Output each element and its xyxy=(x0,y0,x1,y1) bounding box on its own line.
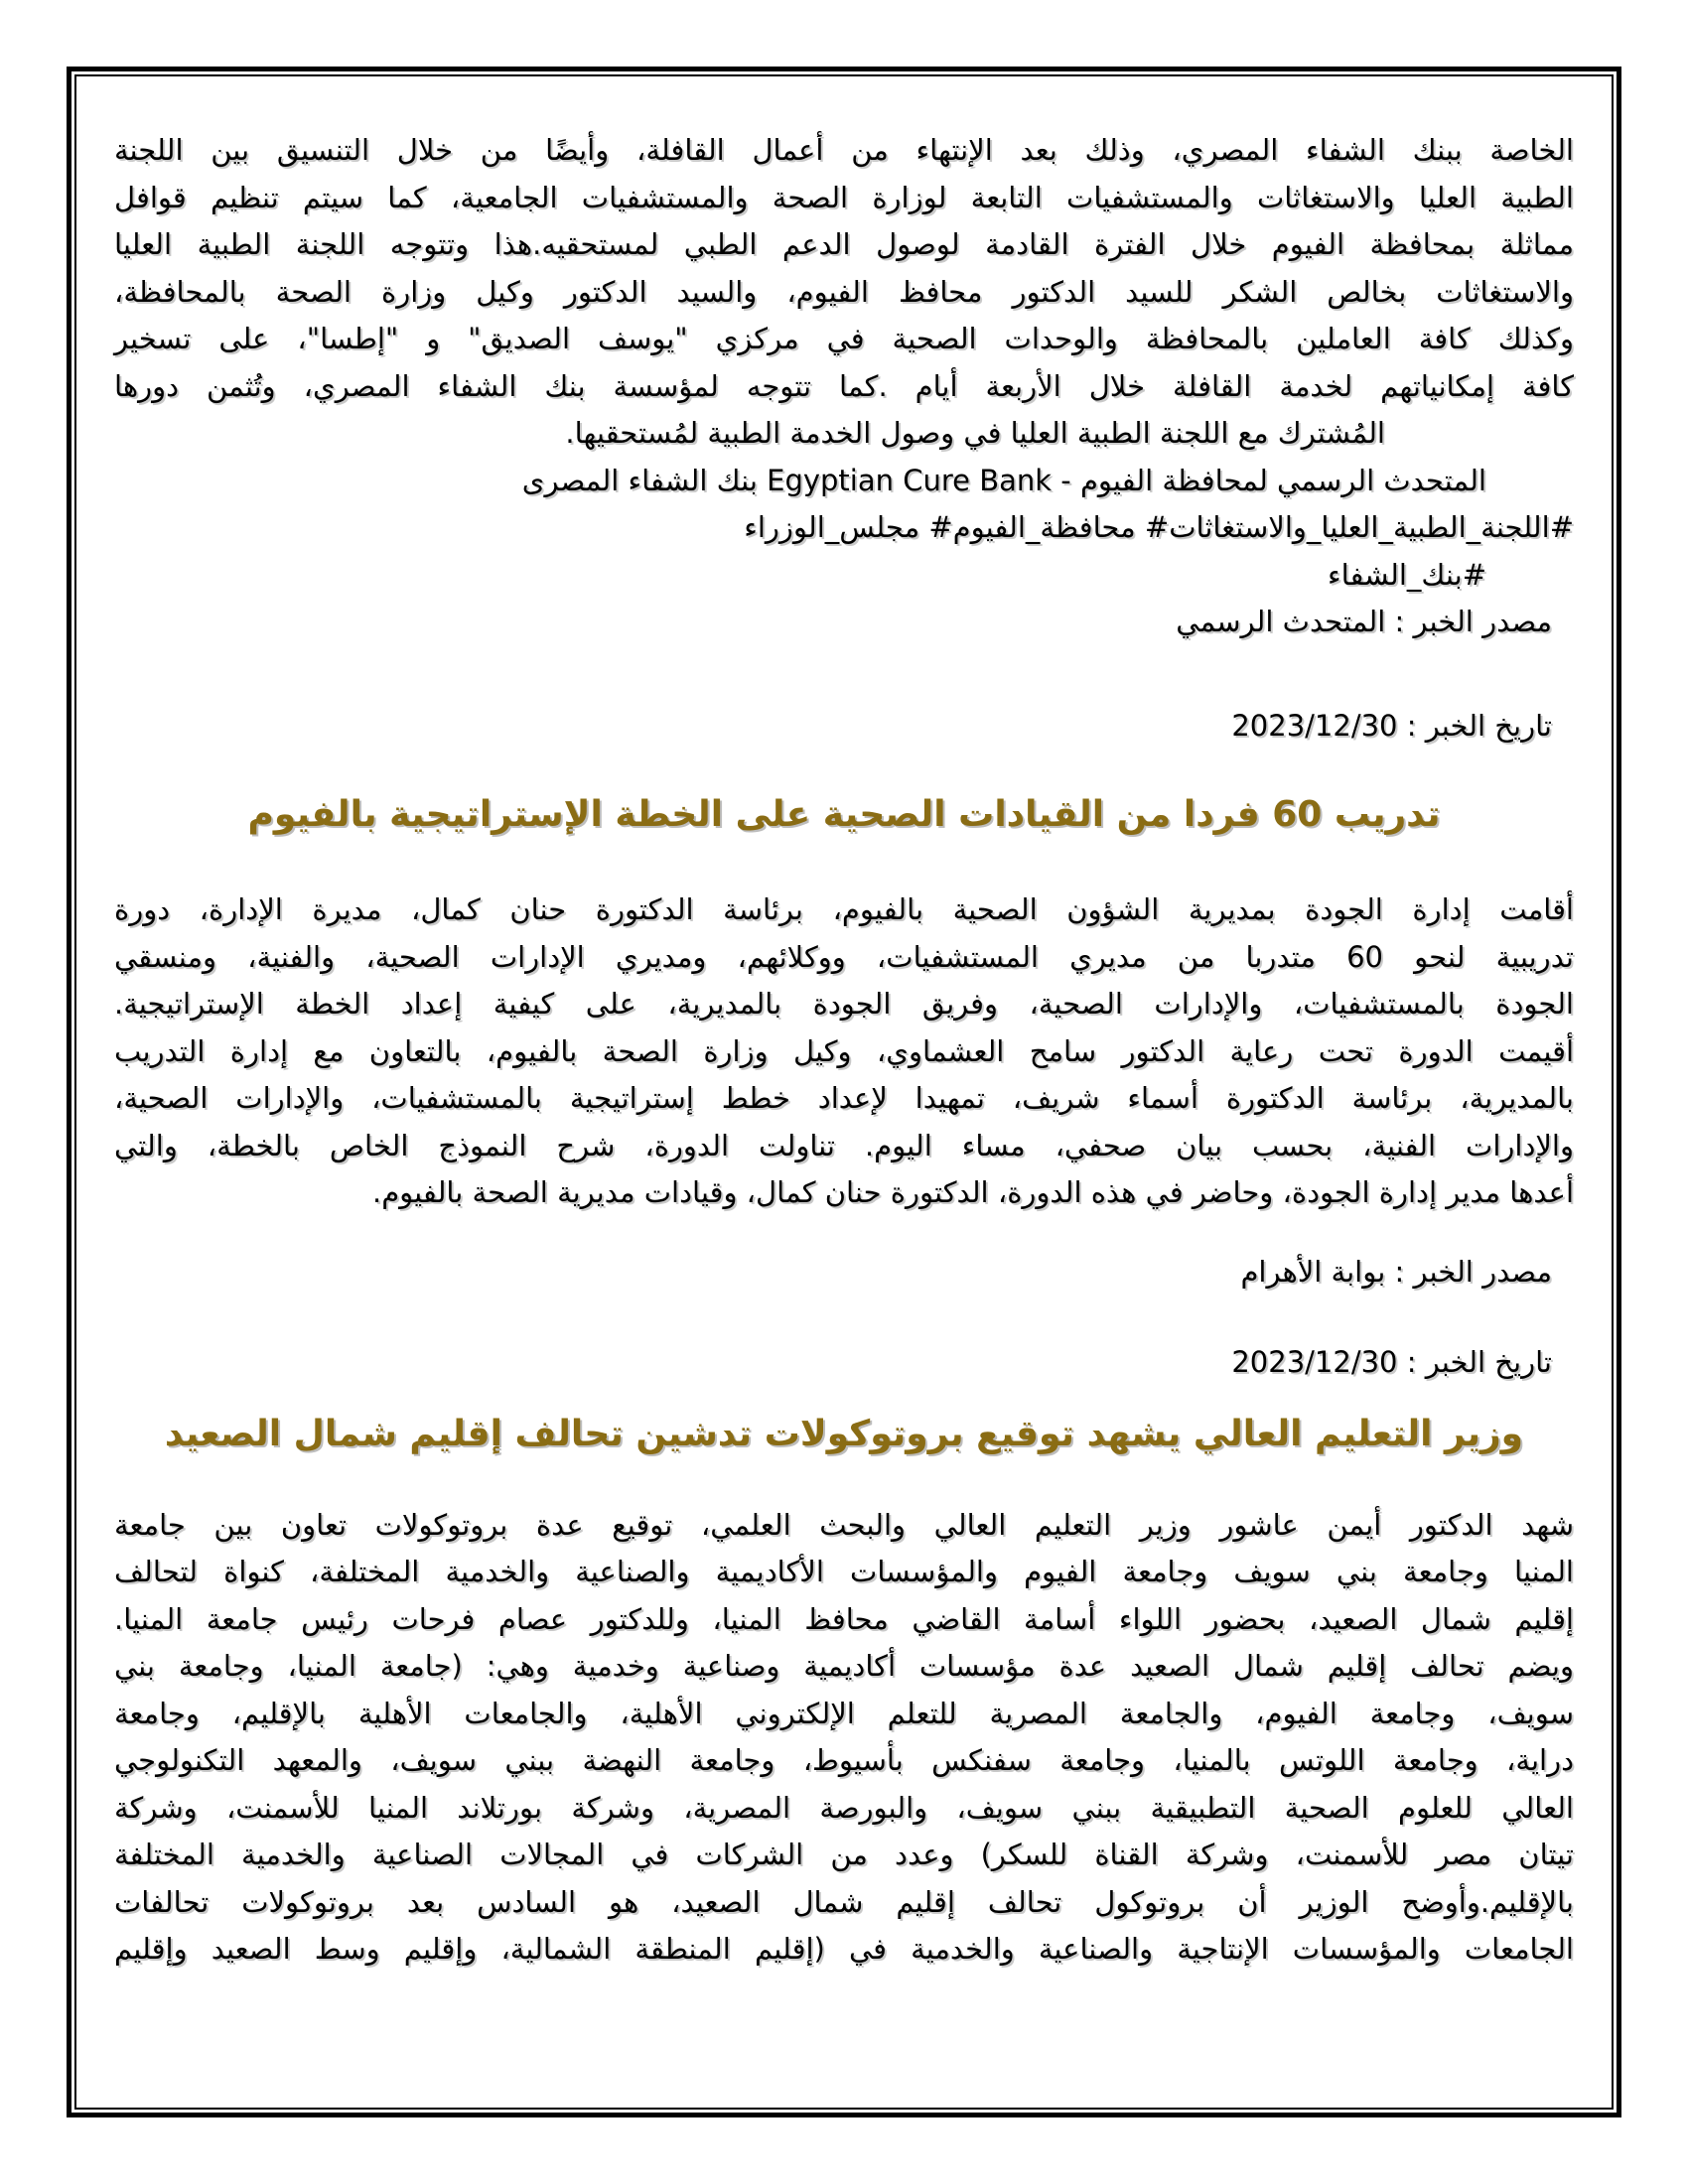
story-1-hashtag-bank: #بنك_الشفاء xyxy=(1328,557,1486,592)
body-line: سويف، وجامعة الفيوم، والجامعة المصرية للتعلم الإلكتروني الأهلية، والجامعات الأهلية بالإقليم، وجامعة xyxy=(114,1696,1574,1730)
body-line: كافة إمكانياتهم لخدمة القافلة خلال الأربعة أيام .كما تتوجه لمؤسسة بنك الشفاء المصري، وتُثمن دورها xyxy=(114,368,1574,403)
body-line: المنيا وجامعة بني سويف وجامعة الفيوم والمؤسسات الأكاديمية والصناعية والخدمية المختلفة، كنواة لتحالف xyxy=(114,1555,1574,1588)
body-line: شهد الدكتور أيمن عاشور وزير التعليم العالي والبحث العلمي، توقيع عدة بروتوكولات تعاون بين جامعة xyxy=(114,1507,1574,1542)
story-1-hashtags: #اللجنة_الطبية_العليا_والاستغاثات# محافظة_الفيوم# مجلس_الوزراء xyxy=(744,510,1574,544)
body-line: أقيمت الدورة تحت رعاية الدكتور سامح العشماوي، وكيل وزارة الصحة بالفيوم، بالتعاون مع إدارة التدريب xyxy=(114,1033,1574,1068)
body-line: أعدها مدير إدارة الجودة، وحاضر في هذه الدورة، الدكتورة حنان كمال، وقيادات مديرية الصحة بالفيوم. xyxy=(372,1175,1574,1209)
body-line: تيتان مصر للأسمنت، وشركة القناة للسكر) وعدد من الشركات في المجالات الصناعية والخدمية المختلفة xyxy=(114,1838,1574,1871)
story-1-source: مصدر الخبر : المتحدث الرسمي xyxy=(1176,605,1552,638)
body-line: بالإقليم.وأوضح الوزير أن بروتوكول تحالف إقليم شمال الصعيد، هو السادس بعد بروتوكولات تحالفات xyxy=(114,1884,1574,1919)
body-line: وكذلك كافة العاملين بالمحافظة والوحدات الصحية في مركزي "يوسف الصديق" و "إطسا"، على تسخير xyxy=(114,322,1574,355)
story-3-headline: وزير التعليم العالي يشهد توقيع بروتوكولات تدشين تحالف إقليم شمال الصعيد xyxy=(164,1413,1524,1454)
story-1-date: تاريخ الخبر : 2023/12/30 xyxy=(1231,708,1552,743)
body-line: الطبية العليا والاستغاثات والمستشفيات التابعة لوزارة الصحة والمستشفيات الجامعية، كما سيتم تنظيم قوافل xyxy=(114,180,1574,214)
story-1-signature: المتحدث الرسمي لمحافظة الفيوم - Egyptian Cure Bank بنك الشفاء المصرى xyxy=(521,463,1486,497)
story-2-source: مصدر الخبر : بوابة الأهرام xyxy=(1240,1254,1552,1289)
body-line: تدريبية لنحو 60 متدربا من مديري المستشفيات، ووكلائهم، ومديري الإدارات الصحية، والفنية، ومنسقي xyxy=(114,939,1574,974)
story-2-body xyxy=(114,887,1574,1217)
body-line: دراية، وجامعة اللوتس بالمنيا، وجامعة سفنكس بأسيوط، وجامعة النهضة ببني سويف، والمعهد التكنولوجي xyxy=(114,1743,1574,1777)
story-3-body xyxy=(114,1502,1574,1974)
document-content xyxy=(114,127,1574,1974)
body-line: بالمديرية، برئاسة الدكتورة أسماء شريف، تمهيدا لإعداد خطط إستراتيجية بالمستشفيات، والإدارات الصحية، xyxy=(114,1081,1574,1115)
body-line: الجامعات والمؤسسات الإنتاجية والصناعية والخدمية في (إقليم المنطقة الشمالية، وإقليم وسط الصعيد وإقليم xyxy=(114,1932,1574,1966)
body-line: والإدارات الفنية، بحسب بيان صحفي، مساء اليوم. تناولت الدورة، شرح النموذج الخاص بالخطة، والتي xyxy=(114,1128,1574,1162)
body-line: ويضم تحالف إقليم شمال الصعيد عدة مؤسسات أكاديمية وصناعية وخدمية وهي: (جامعة المنيا، وجامعة بني xyxy=(114,1649,1574,1683)
story-1-body xyxy=(114,127,1574,458)
body-line: الجودة بالمستشفيات، والإدارات الصحية، وفريق الجودة بالمديرية، على كيفية إعداد الخطة الإستراتيجية. xyxy=(114,987,1574,1021)
body-line: الخاصة ببنك الشفاء المصري، وذلك بعد الإنتهاء من أعمال القافلة، وأيضًا من خلال التنسيق بين اللجنة xyxy=(114,133,1574,167)
story-2-headline: تدريب 60 فردا من القيادات الصحية على الخطة الإستراتيجية بالفيوم xyxy=(247,794,1441,835)
body-line: إقليم شمال الصعيد، بحضور اللواء أسامة القاضي محافظ المنيا، وللدكتور عصام فرحات رئيس جامعة المنيا. xyxy=(114,1601,1574,1636)
body-line: والاستغاثات بخالص الشكر للسيد الدكتور محافظ الفيوم، والسيد الدكتور وكيل وزارة الصحة بالمحافظة، xyxy=(114,274,1574,309)
body-line: مماثلة بمحافظة الفيوم خلال الفترة القادمة لوصول الدعم الطبي لمستحقيه.هذا وتتوجه اللجنة الطبية العليا xyxy=(114,227,1574,261)
story-2-date: تاريخ الخبر : 2023/12/30 xyxy=(1231,1345,1552,1379)
body-line: أقامت إدارة الجودة بمديرية الشؤون الصحية بالفيوم، برئاسة الدكتورة حنان كمال، مديرة الإدارة، دورة xyxy=(114,892,1574,926)
body-line: المُشترك مع اللجنة الطبية العليا في وصول الخدمة الطبية لمُستحقيها. xyxy=(565,416,1385,450)
body-line: العالي للعلوم الصحية التطبيقية ببني سويف، والبورصة المصرية، وشركة بورتلاند المنيا للأسمنت، وشركة xyxy=(114,1790,1574,1825)
